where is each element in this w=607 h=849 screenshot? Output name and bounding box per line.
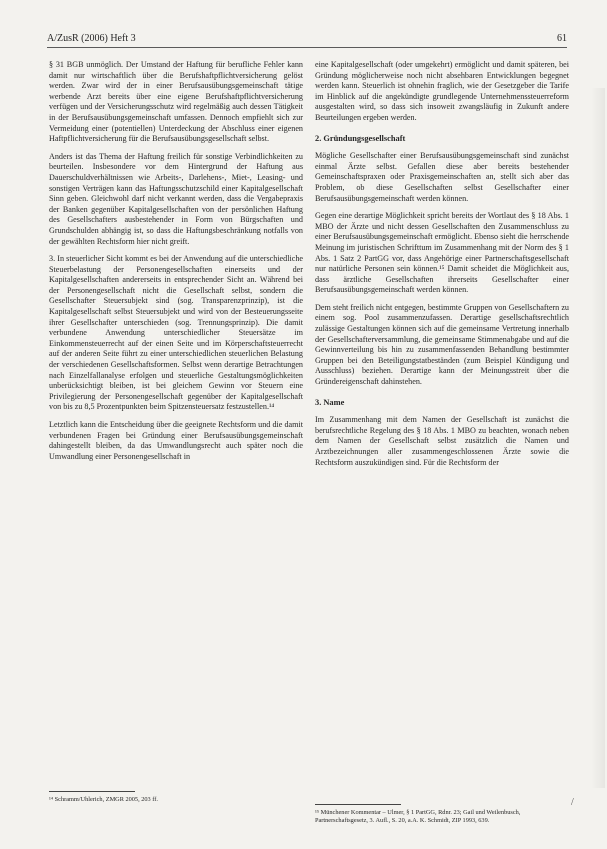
footnote: ¹⁵ Münchener Kommentar – Ulmer, § 1 PartGG, Rdnr. 23; Gail und Weilenbusch, Partnerschaftsgesetz, 3. Aufl., S. 20, a.A. K. Schmidt, ZIP 1993, 639. [315,809,521,824]
paragraph: eine Kapitalgesellschaft (oder umgekehrt) ermöglicht und damit späteren, bei Gründung möglicherweise noch nicht absehbaren Entwicklungen begegnet werden kann. Steuerlich ist ohnehin fraglich, wie der Gesetzgeber die Tarife im Hinblick auf die angekündigte grundlegende Unternehmenssteuerreform ausgestalten wird, so dass sich insoweit zwangsläufig in Zukunft andere Beurteilungen ergeben werden. [315,60,569,122]
paragraph: Im Zusammenhang mit dem Namen der Gesellschaft ist zunächst die berufsrechtliche Regelung des § 18 Abs. 1 MBO zu beachten, wonach neben dem Namen der Gesellschaft selbst zusätzlich die Namen und Arztbezeichnungen aller zusammengeschlossenen Ärzte sowie die Rechtsform auszukündigen sind. Für die Rechtsform der [315,415,569,467]
footnote-divider [315,804,401,805]
journal-title: A/ZusR (2006) Heft 3 [47,33,136,44]
scan-shadow [591,88,605,788]
paragraph: Anders ist das Thema der Haftung freilich für sonstige Verbindlichkeiten zu beurteilen. Insbesondere vor dem Hintergrund der Haftung aus Dauerschuldverhältnissen wie Arbeits-, Darlehens-, Miet-, Leasing- und sonstigen Verträgen kann das Haftungsschutzschild einer Kapitalgesellschaft Sinn geben. Gleichwohl darf nicht verkannt werden, dass die Vergabepraxis der Banken gegenüber Kapitalgesellschaften von der persönlichen Haftung des Gesellschafters ausbestehender in Form von Bürgschaften und Grundschulden abhängig ist, so dass die Haftungsbeschränkung notfalls von der gewählten Rechtsform hier nicht greift. [49,151,303,246]
footnote: ¹⁴ Schramm/Uhlerich, ZMGR 2005, 203 ff. [49,796,158,803]
section-heading: 2. Gründungsgesellschaft [315,133,406,143]
paragraph: 3. In steuerlicher Sicht kommt es bei der Anwendung auf die unterschiedliche Steuerbelastung der Personengesellschaften einerseits und der Kapitalgesellschaften andererseits in entsprechender Sicht an. Während bei der Personengesellschaft nicht die Gesellschaft selbst, sondern die Gesellschafter Steuersubjekt sind (sog. Transparenzprinzip), ist die Kapitalgesellschaft selbst Steuersubjekt und wird von der Besteuerungsseite ihrer Gesellschafter unterschieden (sog. Trennungsprinzip). Die damit verbundene Anwendung unterschiedlicher Steuersätze im Einkommensteuerrecht auf der einen Seite und im Körperschaftsteuerrecht auf der anderen Seite führt zu einer unterschiedlichen steuerlichen Belastung der verschiedenen Gesellschaftsformen. Selbst wenn derartige Betrachtungen nach Einzelfallanalyse erfolgen und steuerliche Gestaltungsmöglichkeiten unberücksichtigt bleiben, ist bei gleichem Gewinn vor Steuern eine Privilegierung der Personengesellschaft gegenüber der Kapitalgesellschaft von bis zu 8,5 Prozentpunkten beim Spitzensteuersatz festzustellen.¹⁴ [49,254,303,412]
paragraph: Gegen eine derartige Möglichkeit spricht bereits der Wortlaut des § 18 Abs. 1 MBO der Ärzte und nicht dessen Gesellschaften den Zusammenschluss zu einer Berufsausübungsgemeinschaft ermöglicht. Ebenso sieht die herrschende Meinung im juristischen Schrifttum im Zusammenhang mit der Norm des § 1 Abs. 1 Satz 2 PartGG vor, dass Angehörige einer Partnerschaftsgesellschaft nur natürliche Personen sein können.¹⁵ Damit scheidet die Möglichkeit aus, dass ärztliche Gesellschaften ihrerseits Gesellschafter einer Berufsausübungsgemeinschaft werden können. [315,211,569,295]
paragraph: Letztlich kann die Entscheidung über die geeignete Rechtsform und die damit verbundenen Fragen bei Gründung einer Berufsausübungsgemeinschaft dahingestellt bleiben, da das Umwandlungsrecht auch später noch die Umwandlung einer Personengesellschaft in [49,420,303,461]
left-footnotes [49,781,303,807]
paragraph: Mögliche Gesellschafter einer Berufsausübungsgemeinschaft sind zunächst einmal Ärzte selbst. Gefallen diese aber bereits bestehender Gemeinschaftspraxen oder Praxisgemeinschaften an, stellt sich aber das Problem, ob diese Gesellschaften selbst Gesellschafter einer Berufsausübungsgemeinschaft werden können. [315,151,569,203]
page-header [47,33,567,48]
right-footnotes [315,794,569,828]
page-number: 61 [557,33,567,44]
margin-mark: / [571,797,574,808]
footnote-divider [49,791,135,792]
left-column [49,60,303,469]
right-column [315,60,569,475]
paragraph: § 31 BGB unmöglich. Der Umstand der Haftung für berufliche Fehler kann damit nur wirtschaftlich über die Berufshaftpflichtversicherung gelöst werden. Zwar wird der in einer Berufsausübungsgemeinschaft tätige werbende Arzt bereits über eine eigene Berufshaftpflichtversicherung verfügen und der Versicherungsschutz wird regelmäßig auch dessen Tätigkeit in der Berufsausübungsgemeinschaft umfassen. Dennoch empfiehlt sich zur Vermeidung einer (potentiellen) Unterdeckung der Abschluss einer eigenen Haftpflichtversicherung für die Berufsausübungsgesellschaft selbst. [49,60,303,144]
paragraph: Dem steht freilich nicht entgegen, bestimmte Gruppen von Gesellschaftern zu einem sog. Pool zusammenzufassen. Derartige gesellschaftsrechtlich zulässige Gestaltungen können sich auf die gemeinsame Vertretung innerhalb der Gesellschafterversammlung, die gemeinsame Stimmenabgabe und auf die Gewinnverteilung bis hin zu zusammenfassenden Behandlung bestimmter Gruppen bei den Beteiligungstatbeständen (zum Beispiel Kündigung und Ausschluss) beziehen. Derartige kann der Meinungsstreit über die Gründereigenschaft dahinstehen. [315,302,569,387]
section-heading: 3. Name [315,397,345,407]
